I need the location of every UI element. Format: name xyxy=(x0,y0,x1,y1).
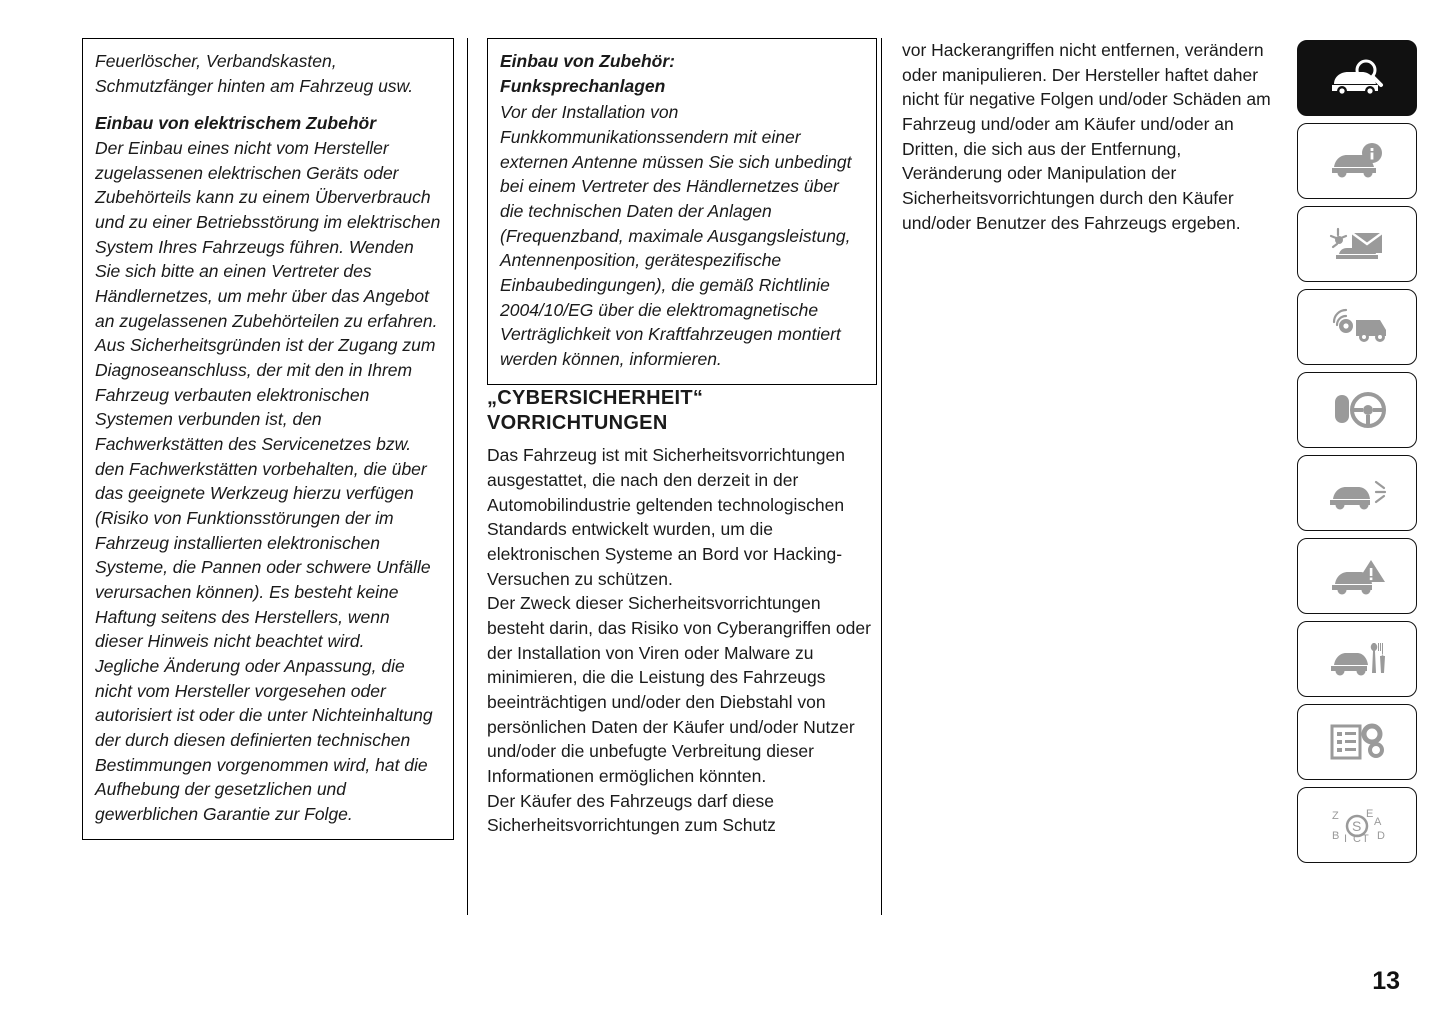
electrical-accessory-para-3: Jegliche Änderung oder Anpassung, die nicht vom Hersteller vorgesehen oder autorisiert ist oder die unter Nichteinhaltung der durch diesen definierten technischen Bestimmungen vorgenommen wird, hat die Aufhebung der gesetzlichen und gewerblichen Garantie zur Folge. xyxy=(95,656,433,825)
sidebar-item-multimedia[interactable] xyxy=(1297,704,1417,780)
svg-text:I: I xyxy=(1344,833,1348,845)
radio-equipment-box xyxy=(487,38,877,385)
electrical-accessory-para-2: Aus Sicherheitsgründen ist der Zugang zum Diagnoseanschluss, der mit den in Ihrem Fahrzeug verbauten elektronischen Systemen verbunden ist, den Fachwerkstätten des Servicenetzes bzw. den Fachwerkstätten vorbehalten, die über das geeignete Werkzeug hierzu verfügen (Risiko von Funktionsstörungen der im Fahrzeug installierten elektronischen Systeme, die Pannen oder schwere Unfälle verursachen können). Es besteht keine Haftung seitens des Herstellers, wenn dieser Hinweis nicht beachtet wird. xyxy=(95,335,436,652)
car-parking-sensor-icon xyxy=(1326,472,1388,514)
sidebar-item-kennenlernen-des-fahrzeugs[interactable] xyxy=(1297,40,1417,116)
svg-text:C: C xyxy=(1353,833,1361,845)
cybersecurity-para-3: Der Käufer des Fahrzeugs darf diese Sicherheitsvorrichtungen zum Schutz xyxy=(487,790,776,836)
sidebar-item-inhaltsverzeichnis[interactable] xyxy=(1297,787,1417,863)
column-divider-1 xyxy=(467,38,468,915)
chapter-tab-rail xyxy=(1297,40,1417,870)
sidebar-item-im-notfall[interactable] xyxy=(1297,455,1417,531)
alphabetical-index-icon xyxy=(1322,804,1392,846)
car-comfort-icon xyxy=(1326,223,1388,265)
sidebar-item-kenntnis-der-instrumententafel[interactable] xyxy=(1297,123,1417,199)
steering-warning-icon xyxy=(1326,389,1388,431)
cybersecurity-para-1: Das Fahrzeug ist mit Sicherheitsvorrichtungen ausgestattet, die nach den derzeit in der Automobilindustrie geltenden technologischen Standards entwickelt wurden, um die elektronischen Systeme an Bord vor Hacking-Versuchen zu schützen. xyxy=(487,445,845,589)
sidebar-item-wartung-und-pflege[interactable] xyxy=(1297,538,1417,614)
page-number: 13 xyxy=(1372,967,1400,995)
sidebar-item-sicherheit[interactable] xyxy=(1297,206,1417,282)
svg-text:D: D xyxy=(1377,830,1385,842)
cybersecurity-section xyxy=(487,386,877,838)
svg-text:Z: Z xyxy=(1332,810,1339,822)
cybersecurity-para-continued: vor Hackerangriffen nicht entfernen, verändern oder manipulieren. Der Hersteller haftet daher nicht für negative Folgen und/oder Schäden am Fahrzeug und/oder am Käufer und/oder an Dritten, die sich aus der Entfernung, Veränderung oder Manipulation der Sicherheitsvorrichtungen durch den Käufer und/oder Benutzer des Fahrzeugs ergeben. xyxy=(902,40,1271,233)
svg-text:B: B xyxy=(1332,830,1340,842)
sidebar-item-kontrollleuchten-und-meldungen[interactable] xyxy=(1297,372,1417,448)
accessory-note-box xyxy=(82,38,454,840)
car-service-tools-icon xyxy=(1326,638,1388,680)
car-multimedia-icon xyxy=(1326,306,1388,348)
cybersecurity-title-line1: „CYBERSICHERHEIT“ xyxy=(487,387,704,409)
car-warning-triangle-icon xyxy=(1326,555,1388,597)
radio-box-text: Vor der Installation von Funkkommunikationssendern mit einer externen Antenne müssen Sie sich unbedingt bei einem Vertreter des Händlernetzes über die technischen Daten der Anlagen (Frequenzband, maximale Ausgangsleistung, Antennenposition, gerätespezifische Einbaubedingungen), die gemäß Richtlinie 2004/10/EG über die elektromagnetische Verträglichkeit von Kraftfahrzeugen montiert werden können, informieren. xyxy=(500,102,852,370)
radio-box-heading-line1: Einbau von Zubehör: xyxy=(500,51,675,71)
svg-text:S: S xyxy=(1352,818,1362,834)
cybersecurity-title-line2: VORRICHTUNGEN xyxy=(487,411,668,434)
svg-text:T: T xyxy=(1362,833,1369,845)
svg-text:E: E xyxy=(1366,808,1374,820)
boxed-note-text: Feuerlöscher, Verbandskasten, Schmutzfänger hinten am Fahrzeug usw. xyxy=(95,51,414,96)
car-info-icon xyxy=(1326,140,1388,182)
car-inspection-icon xyxy=(1326,57,1388,99)
settings-list-icon xyxy=(1326,721,1388,763)
radio-box-heading-line2: Funksprechanlagen xyxy=(500,75,666,96)
cybersecurity-continued xyxy=(902,38,1272,235)
cybersecurity-para-2: Der Zweck dieser Sicherheitsvorrichtungen besteht darin, das Risiko von Cyberangriffen oder der Installation von Viren oder Malware zu minimieren, die die Leistung des Fahrzeugs beeinträchtigen und/oder den Diebstahl von persönlichen Daten der Käufer und/oder Nutzer und/oder die unbefugte Verbreitung dieser Informationen ermöglichen könnten. xyxy=(487,593,871,786)
sidebar-item-technische-daten[interactable] xyxy=(1297,621,1417,697)
electrical-accessory-heading: Einbau von elektrischem Zubehör xyxy=(95,113,377,134)
column-divider-2 xyxy=(881,38,882,915)
svg-text:A: A xyxy=(1374,816,1382,828)
electrical-accessory-para-1: Der Einbau eines nicht vom Hersteller zugelassenen elektrischen Geräts oder Zubehörteils kann zu einem Überverbrauch und zu einer Betriebsstörung im elektrischen System Ihres Fahrzeugs führen. Wenden Sie sich bitte an einen Vertreter des Händlernetzes, um mehr über das Angebot an zugelassenen Zubehörteilen zu erfahren. xyxy=(95,138,441,331)
sidebar-item-anlassen-und-fahren[interactable] xyxy=(1297,289,1417,365)
